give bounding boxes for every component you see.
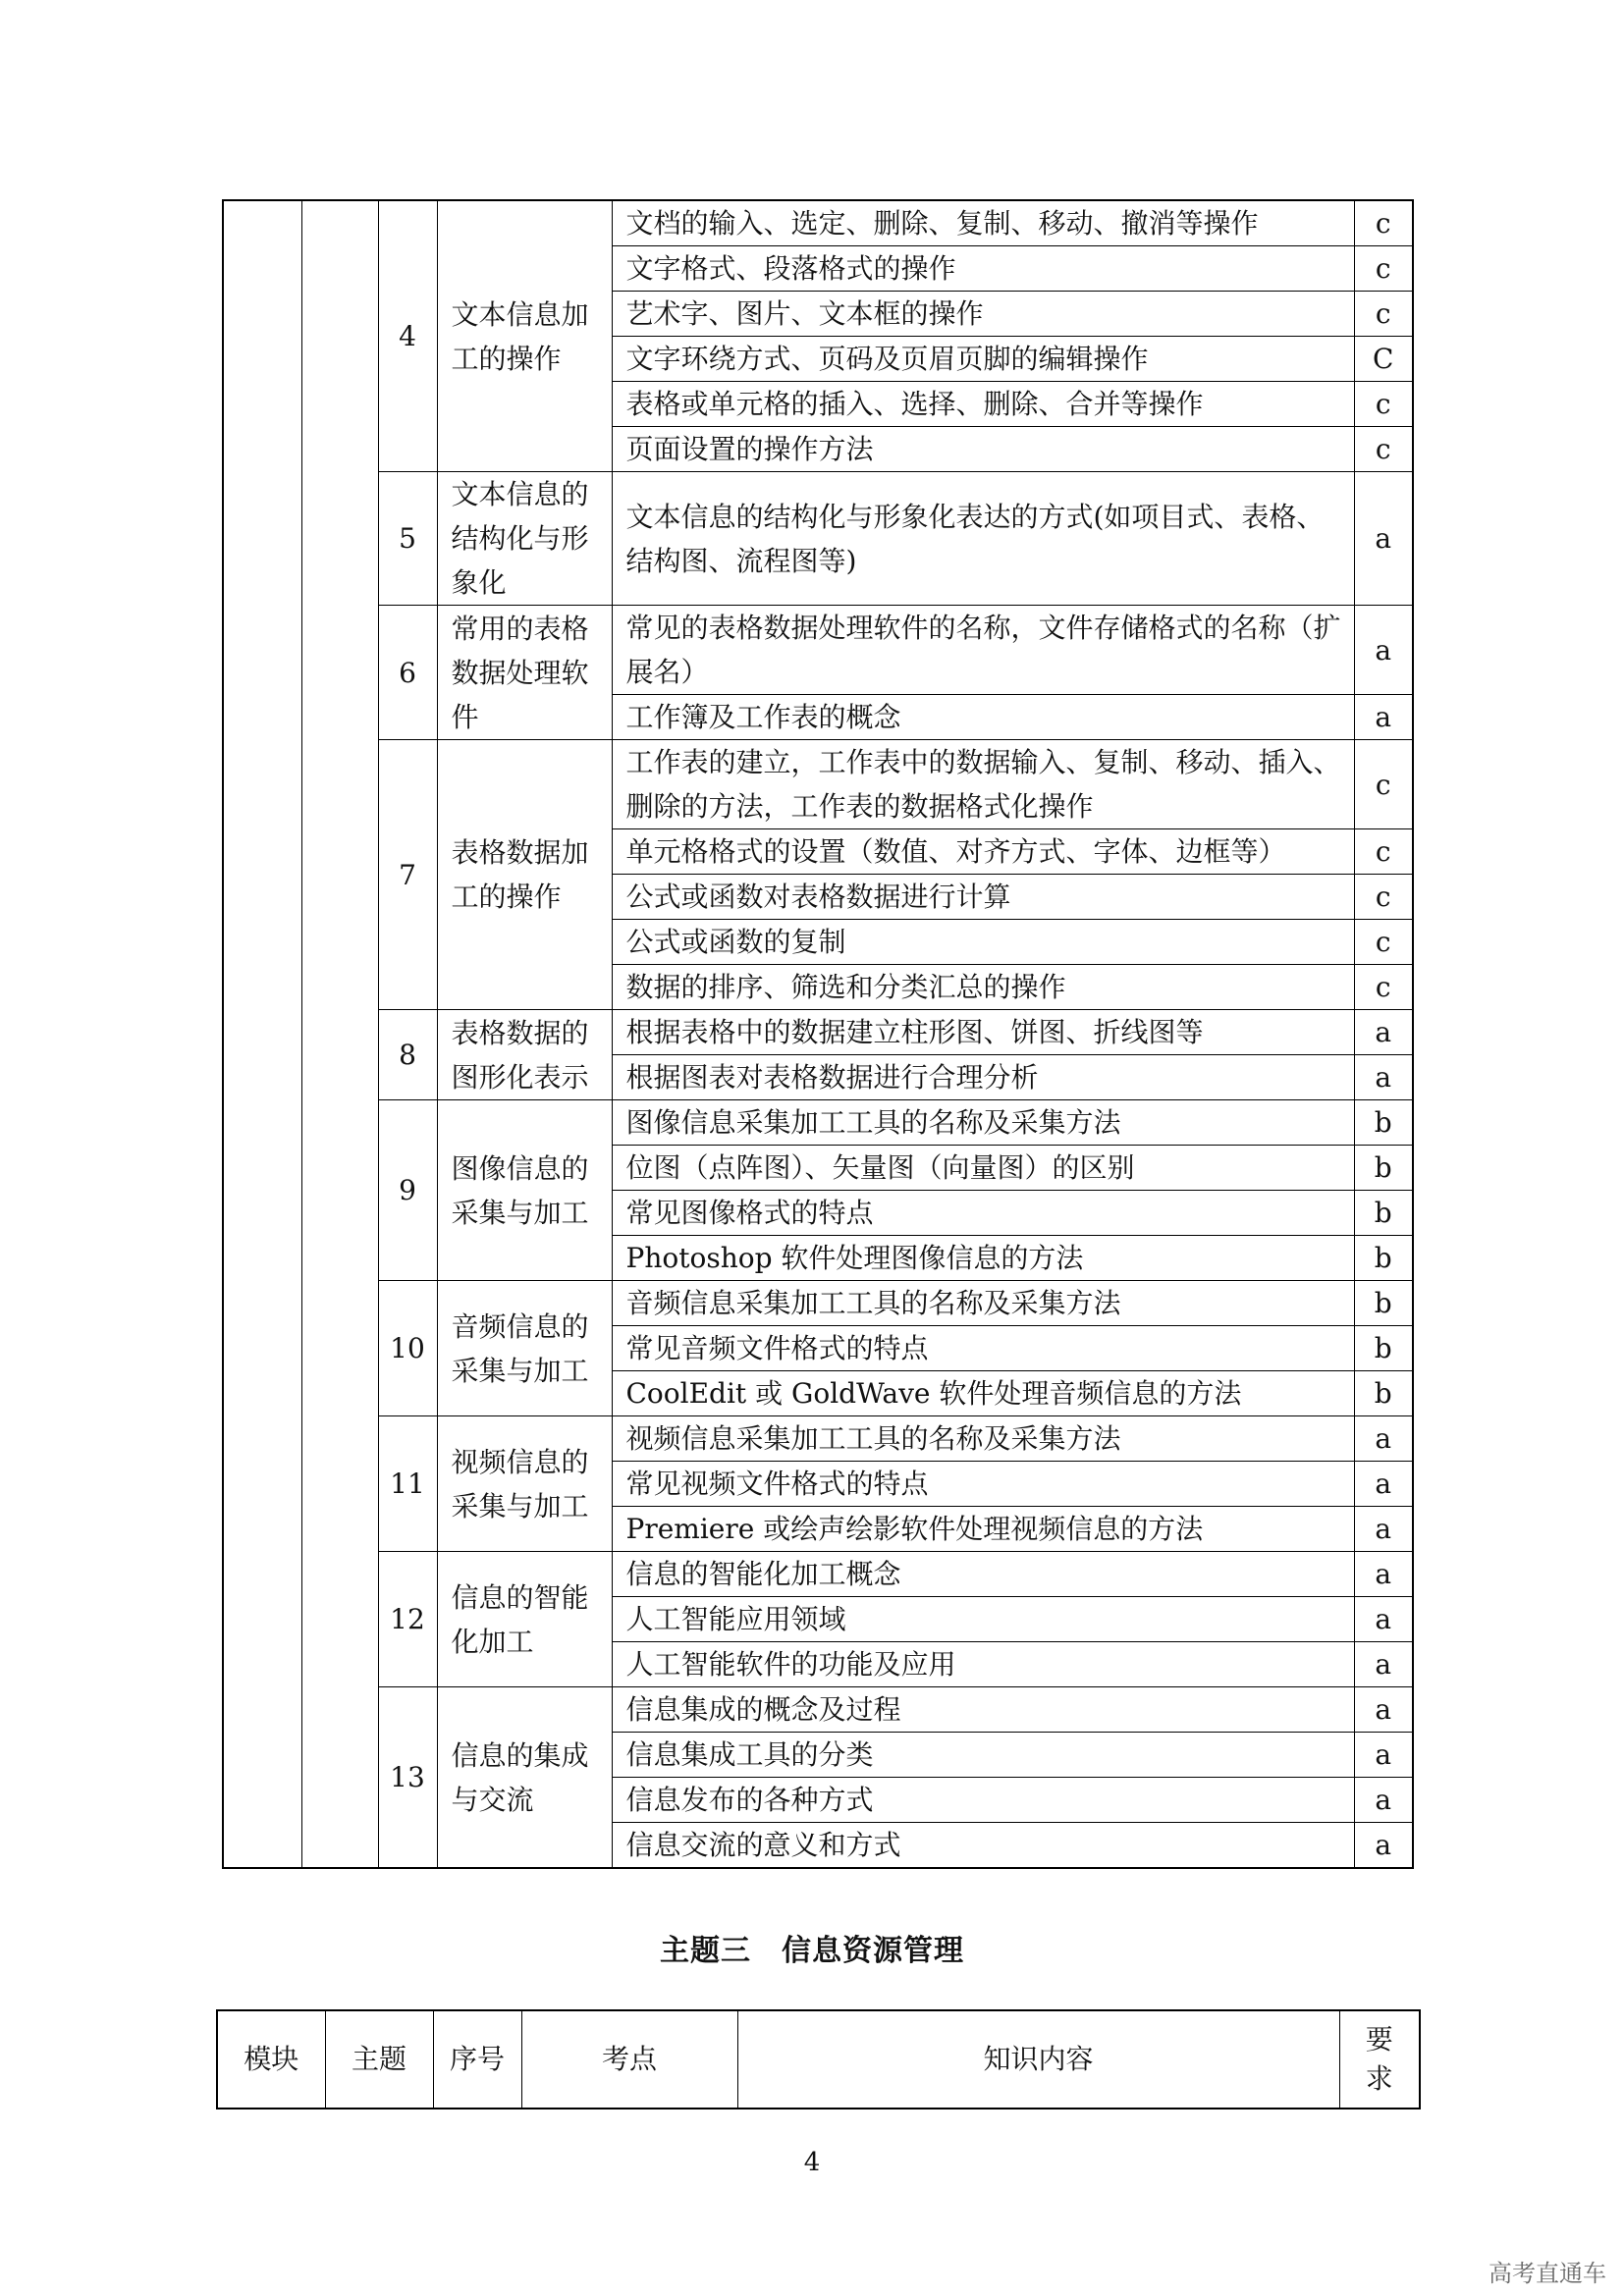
- requirement-level: a: [1354, 1687, 1413, 1733]
- requirement-level: a: [1354, 1010, 1413, 1055]
- topic-cell: 音频信息的采集与加工: [437, 1281, 612, 1416]
- requirement-level: a: [1354, 472, 1413, 606]
- watermark: 高考直通车: [1489, 2260, 1606, 2287]
- knowledge-content: 表格或单元格的插入、选择、删除、合并等操作: [612, 382, 1354, 427]
- requirement-level: c: [1354, 427, 1413, 472]
- knowledge-content: 视频信息采集加工工具的名称及采集方法: [612, 1416, 1354, 1462]
- requirement-level: b: [1354, 1191, 1413, 1236]
- table-row: [223, 606, 1413, 695]
- knowledge-content: 艺术字、图片、文本框的操作: [612, 292, 1354, 337]
- knowledge-content: 公式或函数的复制: [612, 920, 1354, 965]
- knowledge-content: 页面设置的操作方法: [612, 427, 1354, 472]
- requirement-level: c: [1354, 875, 1413, 920]
- header-number: 序号: [433, 2010, 521, 2109]
- knowledge-content: 公式或函数对表格数据进行计算: [612, 875, 1354, 920]
- requirement-level: b: [1354, 1281, 1413, 1326]
- knowledge-content: 位图（点阵图）、矢量图（向量图）的区别: [612, 1146, 1354, 1191]
- requirement-level: a: [1354, 1416, 1413, 1462]
- item-number: 8: [378, 1010, 437, 1100]
- table-row: [223, 1416, 1413, 1462]
- topic-cell: 表格数据加工的操作: [437, 740, 612, 1010]
- requirement-level: a: [1354, 1733, 1413, 1778]
- header-module: 模块: [217, 2010, 325, 2109]
- page-number: 4: [803, 2148, 821, 2177]
- item-number: 12: [378, 1552, 437, 1687]
- requirement-level: c: [1354, 740, 1413, 829]
- item-number: 5: [378, 472, 437, 606]
- knowledge-content: Premiere 或绘声绘影软件处理视频信息的方法: [612, 1507, 1354, 1552]
- requirement-level: c: [1354, 920, 1413, 965]
- knowledge-content: 人工智能应用领域: [612, 1597, 1354, 1642]
- requirement-level: a: [1354, 1597, 1413, 1642]
- topic-cell: 信息的集成与交流: [437, 1687, 612, 1869]
- requirement-level: a: [1354, 1823, 1413, 1869]
- knowledge-content: 常见视频文件格式的特点: [612, 1462, 1354, 1507]
- header-content: 知识内容: [737, 2010, 1339, 2109]
- requirement-level: c: [1354, 292, 1413, 337]
- requirement-level: b: [1354, 1146, 1413, 1191]
- requirement-level: a: [1354, 1507, 1413, 1552]
- knowledge-content: 根据图表对表格数据进行合理分析: [612, 1055, 1354, 1100]
- requirement-level: b: [1354, 1236, 1413, 1281]
- item-number: 7: [378, 740, 437, 1010]
- header-row: [217, 2010, 1420, 2109]
- knowledge-content: 数据的排序、筛选和分类汇总的操作: [612, 965, 1354, 1010]
- knowledge-content: 文字环绕方式、页码及页眉页脚的编辑操作: [612, 337, 1354, 382]
- next-section-header-table: [216, 2009, 1421, 2109]
- topic-cell: 视频信息的采集与加工: [437, 1416, 612, 1552]
- knowledge-content: 信息交流的意义和方式: [612, 1823, 1354, 1869]
- requirement-level: c: [1354, 382, 1413, 427]
- item-number: 4: [378, 200, 437, 472]
- theme-cell: [301, 200, 378, 1868]
- header-topic: 考点: [521, 2010, 737, 2109]
- requirement-level: a: [1354, 695, 1413, 740]
- knowledge-content: 工作簿及工作表的概念: [612, 695, 1354, 740]
- knowledge-content: 常见图像格式的特点: [612, 1191, 1354, 1236]
- item-number: 11: [378, 1416, 437, 1552]
- item-number: 10: [378, 1281, 437, 1416]
- item-number: 13: [378, 1687, 437, 1869]
- table-row: [223, 1552, 1413, 1597]
- table-row: [223, 1010, 1413, 1055]
- knowledge-content: 工作表的建立，工作表中的数据输入、复制、移动、插入、删除的方法，工作表的数据格式化操作: [612, 740, 1354, 829]
- header-theme: 主题: [325, 2010, 433, 2109]
- requirement-level: b: [1354, 1100, 1413, 1146]
- knowledge-content: CoolEdit 或 GoldWave 软件处理音频信息的方法: [612, 1371, 1354, 1416]
- knowledge-content: 文字格式、段落格式的操作: [612, 246, 1354, 292]
- table-row: [223, 472, 1413, 606]
- knowledge-content: 信息的智能化加工概念: [612, 1552, 1354, 1597]
- table-row: [223, 1687, 1413, 1733]
- requirement-level: c: [1354, 246, 1413, 292]
- requirement-level: a: [1354, 606, 1413, 695]
- section-title: 主题三 信息资源管理: [660, 1934, 964, 1968]
- topic-cell: 文本信息加工的操作: [437, 200, 612, 472]
- knowledge-content: 常见的表格数据处理软件的名称，文件存储格式的名称（扩展名）: [612, 606, 1354, 695]
- requirement-level: C: [1354, 337, 1413, 382]
- requirement-level: a: [1354, 1462, 1413, 1507]
- knowledge-content: 常见音频文件格式的特点: [612, 1326, 1354, 1371]
- topic-cell: 文本信息的结构化与形象化: [437, 472, 612, 606]
- requirement-level: c: [1354, 200, 1413, 246]
- knowledge-content: 人工智能软件的功能及应用: [612, 1642, 1354, 1687]
- item-number: 9: [378, 1100, 437, 1281]
- knowledge-content: 文档的输入、选定、删除、复制、移动、撤消等操作: [612, 200, 1354, 246]
- knowledge-content: 信息集成工具的分类: [612, 1733, 1354, 1778]
- requirement-level: a: [1354, 1778, 1413, 1823]
- knowledge-content: 信息发布的各种方式: [612, 1778, 1354, 1823]
- knowledge-content: Photoshop 软件处理图像信息的方法: [612, 1236, 1354, 1281]
- topic-cell: 信息的智能化加工: [437, 1552, 612, 1687]
- table-row: [223, 200, 1413, 246]
- topic-cell: 图像信息的采集与加工: [437, 1100, 612, 1281]
- table-row: [223, 1100, 1413, 1146]
- module-cell: [223, 200, 301, 1868]
- requirement-level: a: [1354, 1642, 1413, 1687]
- header-requirement: 要求: [1339, 2010, 1420, 2109]
- knowledge-content: 单元格格式的设置（数值、对齐方式、字体、边框等）: [612, 829, 1354, 875]
- table-row: [223, 740, 1413, 829]
- requirement-level: a: [1354, 1552, 1413, 1597]
- knowledge-content: 音频信息采集加工工具的名称及采集方法: [612, 1281, 1354, 1326]
- topic-cell: 表格数据的图形化表示: [437, 1010, 612, 1100]
- requirement-level: c: [1354, 965, 1413, 1010]
- curriculum-table: [222, 199, 1414, 1869]
- requirement-level: c: [1354, 829, 1413, 875]
- item-number: 6: [378, 606, 437, 740]
- knowledge-content: 图像信息采集加工工具的名称及采集方法: [612, 1100, 1354, 1146]
- requirement-level: b: [1354, 1326, 1413, 1371]
- knowledge-content: 信息集成的概念及过程: [612, 1687, 1354, 1733]
- requirement-level: b: [1354, 1371, 1413, 1416]
- topic-cell: 常用的表格数据处理软件: [437, 606, 612, 740]
- knowledge-content: 文本信息的结构化与形象化表达的方式(如项目式、表格、结构图、流程图等): [612, 472, 1354, 606]
- requirement-level: a: [1354, 1055, 1413, 1100]
- table-row: [223, 1281, 1413, 1326]
- knowledge-content: 根据表格中的数据建立柱形图、饼图、折线图等: [612, 1010, 1354, 1055]
